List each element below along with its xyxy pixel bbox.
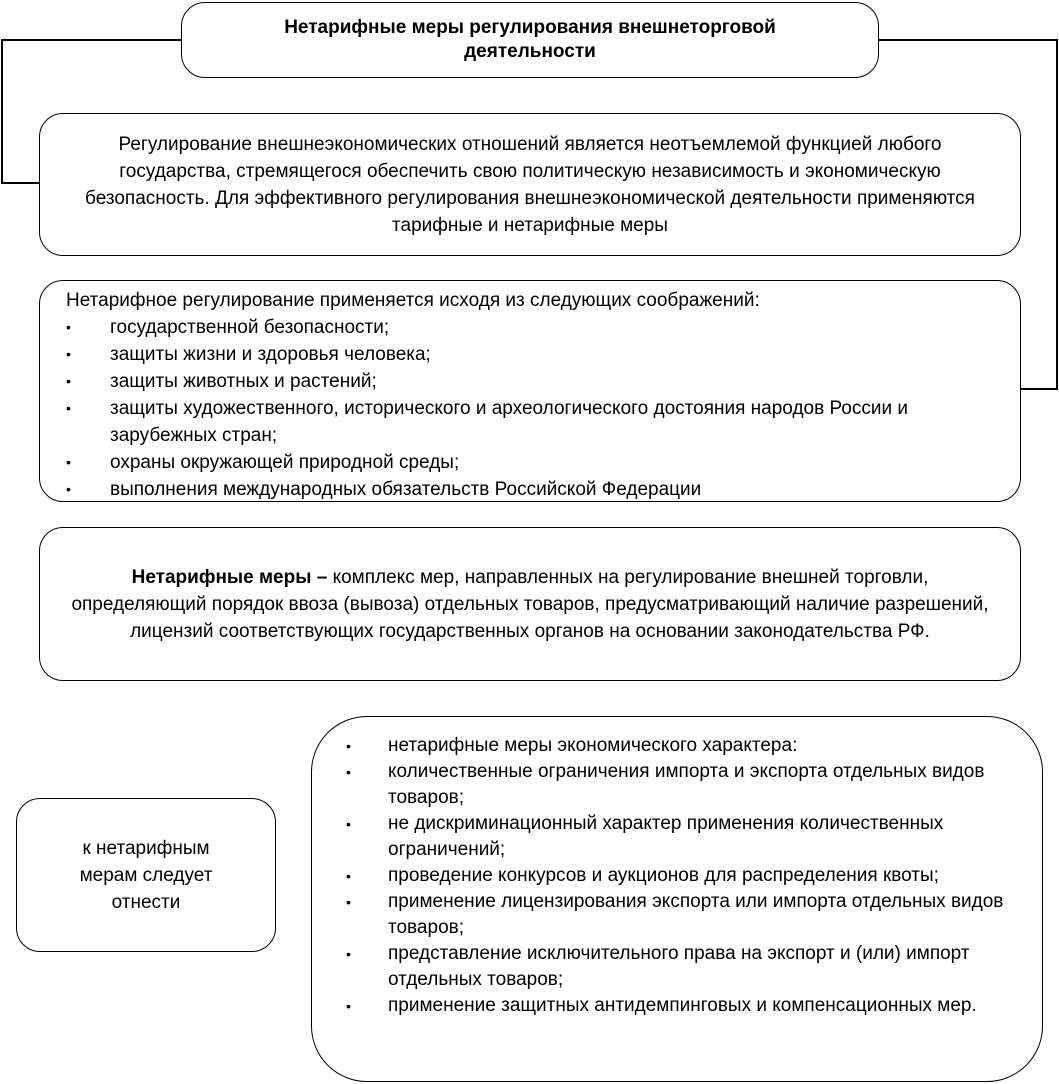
reasons-box <box>39 280 1021 502</box>
bullet-icon: • <box>66 373 71 389</box>
definition-box <box>39 527 1021 681</box>
bullet-icon: • <box>346 816 351 832</box>
bullet-icon: • <box>346 946 351 962</box>
measure-text: нетарифные меры экономического характера: <box>388 735 798 756</box>
measures-list <box>346 733 1022 1019</box>
list-item <box>346 863 1022 889</box>
measure-text: не дискриминационный характер применения количественных ограничений; <box>388 813 944 860</box>
list-item <box>346 811 1022 863</box>
reason-text: защиты художественного, исторического и археологического достояния народов России и зарубежных стран; <box>110 398 908 446</box>
list-item <box>66 341 1000 368</box>
bullet-icon: • <box>346 998 351 1014</box>
reasons-list <box>66 314 1000 503</box>
list-item <box>346 733 1022 759</box>
diagram-title: Нетарифные меры регулирования внешнеторговой деятельности <box>284 17 776 62</box>
list-item <box>66 476 1000 503</box>
bullet-icon: • <box>346 868 351 884</box>
reason-text: защиты животных и растений; <box>110 371 377 392</box>
reason-text: государственной безопасности; <box>110 317 390 338</box>
bullet-icon: • <box>66 400 71 416</box>
measure-text: количественные ограничения импорта и экспорта отдельных видов товаров; <box>388 761 985 808</box>
measure-text: применение защитных антидемпинговых и компенсационных мер. <box>388 995 977 1016</box>
bullet-icon: • <box>346 738 351 754</box>
bullet-icon: • <box>66 319 71 335</box>
bullet-icon: • <box>346 894 351 910</box>
bullet-icon: • <box>66 454 71 470</box>
list-item <box>66 449 1000 476</box>
bullet-icon: • <box>346 764 351 780</box>
measure-text: представление исключительного права на экспорт и (или) импорт отдельных товаров; <box>388 943 970 990</box>
definition-text <box>66 564 994 645</box>
classification-label-box <box>16 798 276 952</box>
measures-box <box>311 716 1043 1082</box>
definition-body: комплекс мер, направленных на регулирование внешней торговли, определяющий порядок ввоза (вывоза) отдельных товаров, предусматривающий наличие разрешений, лицензий соответствующих государственных органов на основании законодательства РФ. <box>71 566 989 642</box>
list-item <box>346 993 1022 1019</box>
list-item <box>66 395 1000 449</box>
bullet-icon: • <box>66 346 71 362</box>
measure-text: проведение конкурсов и аукционов для распределения квоты; <box>388 865 939 886</box>
list-item <box>346 889 1022 941</box>
reason-text: защиты жизни и здоровья человека; <box>110 344 431 365</box>
bullet-icon: • <box>66 481 71 497</box>
title-box <box>181 2 879 78</box>
reason-text: выполнения международных обязательств Российской Федерации <box>110 479 702 500</box>
list-item <box>346 941 1022 993</box>
definition-term: Нетарифные меры – <box>131 566 328 588</box>
reason-text: охраны окружающей природной среды; <box>110 452 460 473</box>
list-item <box>66 314 1000 341</box>
intro-text: Регулирование внешнеэкономических отношений является неотъемлемой функцией любого государства, стремящегося обеспечить свою политическую независимость и экономическую безопасность. Для эффективного регулирования внешнеэкономической деятельности применяются тарифные и нетарифные меры <box>85 133 975 236</box>
classification-label: к нетарифным мерам следует отнести <box>79 837 213 913</box>
reasons-lead: Нетарифное регулирование применяется исходя из следующих соображений: <box>66 290 760 311</box>
intro-box <box>39 113 1021 256</box>
list-item <box>66 368 1000 395</box>
list-item <box>346 759 1022 811</box>
measure-text: применение лицензирования экспорта или импорта отдельных видов товаров; <box>388 891 1004 938</box>
